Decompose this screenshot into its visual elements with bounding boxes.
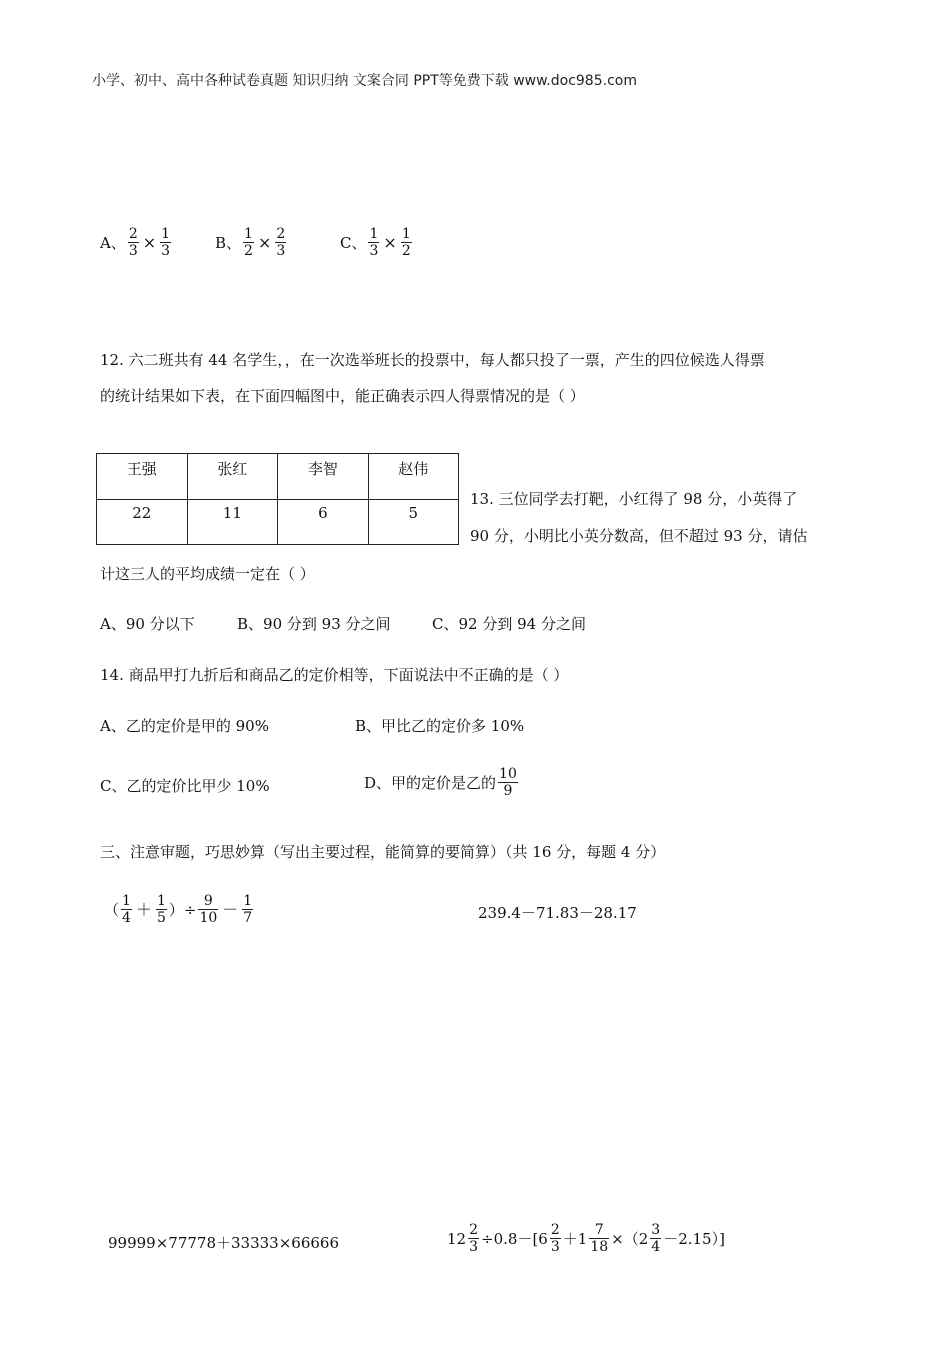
- q11-option-a: [100, 226, 173, 259]
- vote-table-header-row: [97, 454, 459, 500]
- table-cell: 赵伟: [368, 454, 458, 500]
- q13-option-c: C、92 分到 94 分之间: [432, 615, 586, 633]
- fraction: $\frac{1}{7}$: [243, 893, 253, 926]
- q11-option-b: [215, 226, 288, 259]
- problem-3: 99999×77778＋33333×66666: [108, 1234, 340, 1252]
- fraction: $\frac{10}{9}$: [499, 766, 517, 799]
- expression-part: －2.15）]: [663, 1229, 725, 1248]
- fraction: $\frac{1}{3}$: [369, 226, 379, 259]
- fraction: $\frac{1}{2}$: [401, 226, 411, 259]
- fraction: $\frac{2}{3}$: [469, 1222, 479, 1255]
- fraction: $\frac{9}{10}$: [199, 893, 218, 926]
- q14-d-text: D、甲的定价是乙的: [364, 773, 497, 792]
- mixed-number-whole: 12: [447, 1229, 467, 1248]
- q11-c-label: C、: [340, 233, 367, 252]
- problem-4: [447, 1222, 725, 1255]
- table-cell: 李智: [278, 454, 368, 500]
- q14-option-b: B、甲比乙的定价多 10%: [355, 717, 525, 735]
- table-cell: 11: [187, 500, 278, 545]
- paren-close-divide: ）÷: [168, 900, 197, 919]
- q11-a-label: A、: [100, 233, 126, 252]
- paren-open: （: [104, 900, 120, 919]
- q13-line-2: 90 分，小明比小英分数高，但不超过 93 分，请估: [470, 527, 808, 545]
- times-sign: ×: [142, 232, 157, 252]
- fraction: $\frac{1}{5}$: [156, 893, 166, 926]
- vote-table: [96, 453, 459, 545]
- times-sign: ×: [383, 232, 397, 252]
- q14-option-a: A、乙的定价是甲的 90%: [100, 717, 269, 735]
- vote-table-value-row: [97, 500, 459, 545]
- minus-sign: －: [222, 899, 239, 919]
- fraction: $\frac{3}{4}$: [651, 1222, 661, 1255]
- q13-line-3: 计这三人的平均成绩一定在（ ）: [100, 565, 315, 583]
- problem-1: [104, 893, 255, 926]
- q14-option-c: C、乙的定价比甲少 10%: [100, 777, 270, 795]
- expression-part: ＋1: [562, 1229, 588, 1248]
- q12-line-1: 12. 六二班共有 44 名学生，，在一次选举班长的投票中，每人都只投了一票，产生的四位候选人得票: [100, 351, 765, 369]
- fraction: $\frac{2}{3}$: [276, 226, 286, 259]
- problem-2: 239.4－71.83－28.17: [478, 904, 637, 922]
- q11-b-label: B、: [215, 233, 242, 252]
- section-3-title: 三、注意审题，巧思妙算（写出主要过程，能简算的要简算）（共 16 分，每题 4 分）: [100, 843, 666, 861]
- q11-option-c: [340, 226, 414, 259]
- q13-option-b: B、90 分到 93 分之间: [237, 615, 391, 633]
- fraction: $\frac{2}{3}$: [550, 1222, 560, 1255]
- q14-stem: 14. 商品甲打九折后和商品乙的定价相等，下面说法中不正确的是（ ）: [100, 666, 569, 684]
- page-header: 小学、初中、高中各种试卷真题 知识归纳 文案合同 PPT等免费下载 www.doc985.com: [92, 73, 637, 89]
- table-cell: 6: [278, 500, 368, 545]
- q13-line-1: 13. 三位同学去打靶，小红得了 98 分，小英得了: [470, 490, 798, 508]
- expression-part: ×（2: [611, 1229, 649, 1248]
- table-cell: 王强: [97, 454, 188, 500]
- q12-line-2: 的统计结果如下表，在下面四幅图中，能正确表示四人得票情况的是（ ）: [100, 387, 585, 405]
- expression-part: ÷0.8－[6: [481, 1229, 548, 1248]
- table-cell: 22: [97, 500, 188, 545]
- table-cell: 张红: [187, 454, 278, 500]
- table-cell: 5: [368, 500, 458, 545]
- fraction: $\frac{1}{2}$: [244, 226, 253, 259]
- fraction: $\frac{1}{3}$: [161, 226, 171, 259]
- fraction: $\frac{1}{4}$: [122, 893, 131, 926]
- fraction: $\frac{7}{18}$: [590, 1222, 609, 1255]
- plus-sign: ＋: [135, 899, 152, 919]
- times-sign: ×: [257, 232, 272, 252]
- q13-option-a: A、90 分以下: [100, 615, 195, 633]
- fraction: $\frac{2}{3}$: [128, 226, 138, 259]
- q14-option-d: [364, 766, 520, 799]
